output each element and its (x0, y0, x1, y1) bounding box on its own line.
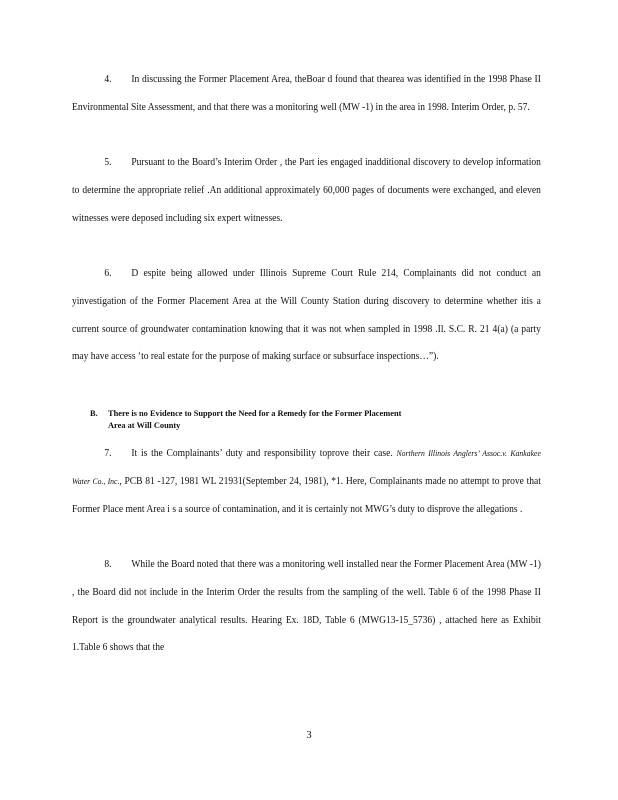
heading-line-2: Area at Will County (108, 421, 181, 430)
paragraph-text-b: , PCB 81 -127, 1981 WL 21931(September 24, 1981), *1. Here, Complainants made no attempt to prove that Former Place ment Area i s a source of contamination, and it is certainly not MWG’s duty to disprove the allegations . (72, 475, 541, 515)
paragraph-text: Pursuant to the Board’s Interim Order , the Part ies engaged inadditional discovery to develop information to determine the appropriate relief .An additional approximately 60,000 pages of documents were exchanged, and eleven witnesses were deposed including six expert witnesses. (72, 157, 541, 224)
paragraph-7 (72, 440, 541, 523)
paragraph-text: In discussing the Former Placement Area, theBoar d found that thearea was identified in the 1998 Phase II Environmental Site Assessment, and that there was a monitoring well (MW -1) in the area in 1998. Interim Order, p. 57. (72, 74, 541, 113)
section-heading-b (90, 408, 510, 432)
page-number: 3 (306, 730, 312, 741)
paragraph-number: 7. (104, 448, 112, 459)
paragraph-5 (72, 149, 541, 232)
paragraph-4 (72, 66, 541, 122)
paragraph-text: D espite being allowed under Illinois Supreme Court Rule 214, Complainants did not conduct an yinvestigation of the Former Placement Area at the Will County Station during discovery to determine whether itis a current source of groundwater contamination knowing that it was not when sampled in 1998 .Il. S.C. R. 21 4(a) (a party may have access ‘to real estate for the purpose of making surface or subsurface inspections…”). (72, 268, 541, 363)
paragraph-text-a: It is the Complainants’ duty and responsibility toprove their case. (131, 448, 393, 459)
paragraph-number: 4. (104, 74, 112, 85)
paragraph-number: 5. (104, 157, 112, 168)
heading-line-1: There is no Evidence to Support the Need for a Remedy for the Former Placement (108, 409, 402, 418)
paragraph-text: While the Board noted that there was a monitoring well installed near the Former Placement Area (MW -1) , the Board did not include in the Interim Order the results from the sampling of the well. Table 6 of the 1998 Phase II Report is the groundwater analytical results. Hearing Ex. 18D, Table 6 (MWG13-15_5736) , attached here as Exhibit 1.Table 6 shows that the (72, 559, 541, 654)
heading-letter: B. (90, 409, 98, 418)
paragraph-8 (72, 551, 541, 662)
case-citation: Northern Illinois Anglers’ Assoc.v. Kankakee Water Co., Inc. (72, 448, 541, 486)
paragraph-number: 6. (104, 268, 112, 279)
paragraph-6 (72, 260, 541, 371)
paragraph-number: 8. (104, 559, 112, 570)
